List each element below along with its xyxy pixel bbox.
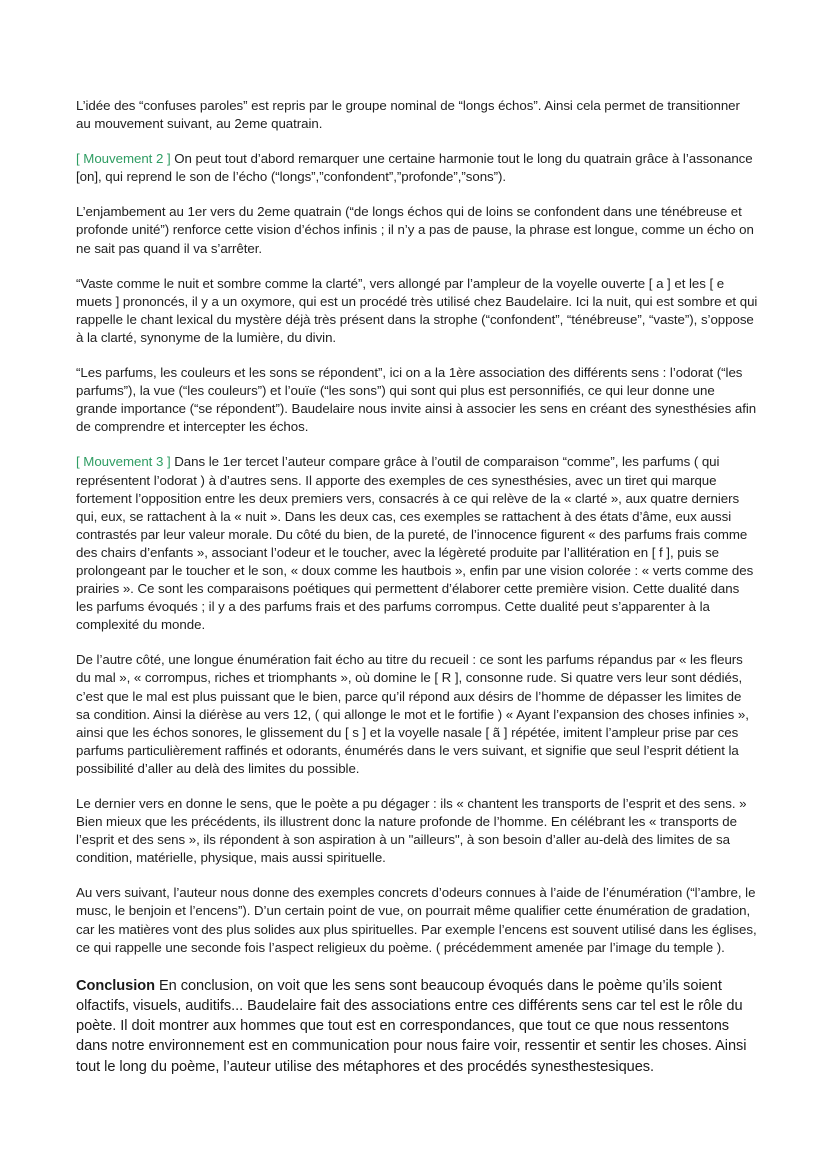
paragraph-enumeration <box>76 651 758 778</box>
paragraph-text: Le dernier vers en donne le sens, que le poète a pu dégager : ils « chantent les transports de l’esprit et des sens. » Bien mieux que les précédents, ils illustrent donc la nature profonde de l’homme. En célébrant les « transports de l’esprit et des sens », ils répondent à son aspiration à un "ailleurs", à son besoin d’aller au-delà des limites de sa condition, matérielle, physique, mais aussi spirituelle. <box>76 796 747 866</box>
paragraph-text: Dans le 1er tercet l’auteur compare grâce à l’outil de comparaison “comme”, les parfums ( qui représentent l’odorat ) à d’autres sens. Il apporte des exemples de ces synesthésies, avec un tiret qui marque fortement l’opposition entre les deux premiers vers, consacrés à ce qui relève de la « clarté », aux quatre derniers qui, eux, se rattachent à la « nuit ». Dans les deux cas, ces exemples se rattachent à des états d’âme, eux aussi contrastés par leur valeur morale. Du côté du bien, de la pureté, de l’innocence figurent « des parfums frais comme des chairs d’enfants », associant l’odeur et le toucher, avec la légèreté produite par l’allitération en [ f ], puis se prolongeant par le toucher et le son, « doux comme les hautbois », enfin par une vision colorée : « verts comme des prairies ». Ce sont les comparaisons poétiques qui permettent d’élaborer cette première vision. Cette dualité dans les parfums évoqués ; il y a des parfums frais et des parfums corrompus. Cette dualité peut s’apparenter à la complexité du monde. <box>76 454 754 633</box>
paragraph-text: Au vers suivant, l’auteur nous donne des exemples concrets d’odeurs connues à l’aide de l’énumération (“l’ambre, le musc, le benjoin et l’encens”). D’un certain point de vue, on pourrait même qualifier cette énumération de gradation, car les matières vont des plus solides aux plus spirituelles. Par exemple l’encens est souvent utilisé dans les églises, ce qui rappelle une seconde fois l’aspect religieux du poème. ( précédemment amenée par l’image du temple ). <box>76 885 757 955</box>
paragraph-odeurs <box>76 884 758 956</box>
paragraph-text: L’idée des “confuses paroles” est repris par le groupe nominal de “longs échos”. Ainsi cela permet de transitionner au mouvement suivant, au 2eme quatrain. <box>76 98 740 132</box>
conclusion-heading: Conclusion <box>76 977 155 994</box>
paragraph-oxymore <box>76 275 758 347</box>
paragraph-text: “Les parfums, les couleurs et les sons se répondent”, ici on a la 1ère association des différents sens : l’odorat (“les parfums”), la vue (“les couleurs”) et l’ouïe (“les sons”) qui sont qui plus est personnifiés, ce qui leur donne une grande importance (“se répondent”). Baudelaire nous invite ainsi à associer les sens en créant des synesthésies afin de comprendre et intercepter les échos. <box>76 365 757 435</box>
paragraph-association-sens <box>76 364 758 436</box>
paragraph-text: “Vaste comme le nuit et sombre comme la clarté”, vers allongé par l’ampleur de la voyelle ouverte [ a ] et les [ e muets ] prononcés, il y a un oxymore, qui est un procédé très utilisé chez Baudelaire. Ici la nuit, qui est sombre et qui rappelle le chant lexical du mystère déjà très présent dans la strophe (“confondent”, “ténébreuse”, “vaste”), s’oppose à la clarté, synonyme de la lumière, du divin. <box>76 275 758 345</box>
conclusion-text: En conclusion, on voit que les sens sont beaucoup évoqués dans le poème qu’ils soient olfactifs, visuels, auditifs... Baudelaire fait des associations entre ces différents sens car tel est le rôle du poète. Il doit montrer aux hommes que tout est en correspondances, que tout ce que nous ressentons dans notre environnement est en communication pour nous faire voir, ressentir et sentir les choses. Ainsi tout le long du poème, l’auteur utilise des métaphores et des procédés synesthestesiques. <box>76 977 747 1075</box>
paragraph-enjambement <box>76 203 758 257</box>
document-page <box>76 97 758 1094</box>
movement-tag: [ Mouvement 2 ] <box>76 151 171 167</box>
paragraph-conclusion <box>76 976 758 1077</box>
paragraph-text: L’enjambement au 1er vers du 2eme quatrain (“de longs échos qui de loins se confondent dans une ténébreuse et profonde unité”) renforce cette vision d’échos infinis ; il n’y a pas de pause, la phrase est longue, comme un écho on ne sait pas quand il va s’arrêter. <box>76 204 754 256</box>
paragraph-text: De l’autre côté, une longue énumération fait écho au titre du recueil : ce sont les parfums répandus par « les fleurs du mal », « corrompus, riches et triomphants », où domine le [ R ], consonne rude. Si quatre vers leur sont dédiés, c’est que le mal est plus puissant que le bien, parce qu’il répond aux désirs de l’homme de dépasser les limites de sa condition. Ainsi la diérèse au vers 12, ( qui allonge le mot et le fortifie ) « Ayant l’expansion des choses infinies », ainsi que les échos sonores, le glissement du [ s ] et la voyelle nasale [ ã ] répétée, imitent l’ampleur prise par ces parfums particulièrement raffinés et odorants, énumérés dans le vers suivant, et signifie que seul l’esprit détient la possibilité d’aller au delà des limites du possible. <box>76 652 749 776</box>
paragraph-transition <box>76 97 758 133</box>
paragraph-text: On peut tout d’abord remarquer une certaine harmonie tout le long du quatrain grâce à l’assonance [on], qui reprend le son de l’écho (“longs”,”confondent”,”profonde”,”sons”). <box>76 151 753 185</box>
paragraph-movement-3 <box>76 453 758 634</box>
paragraph-movement-2 <box>76 150 758 186</box>
movement-tag: [ Mouvement 3 ] <box>76 454 171 470</box>
paragraph-dernier-vers <box>76 795 758 867</box>
